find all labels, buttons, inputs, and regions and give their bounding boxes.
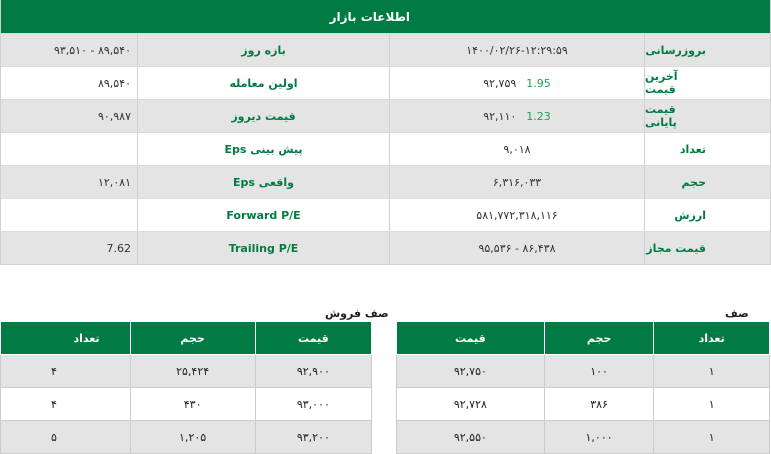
trailing-pe-value: 7.62 (106, 241, 131, 255)
sell-queue-header-row (1, 322, 372, 355)
info-row (1, 231, 770, 264)
forward-pe-label: Forward P/E (137, 199, 389, 231)
buy-count-cell: ۱ (654, 388, 770, 421)
closing-price-value: ۹۲,۱۱۰ 1.23 (389, 100, 644, 132)
buy-price-cell: ۹۲,۷۵۰ (397, 355, 545, 388)
buy-count-cell: ۱ (654, 421, 770, 454)
closing-price-label: قیمت پایانی (644, 100, 770, 132)
buy-price-cell: ۹۲,۵۵۰ (397, 421, 545, 454)
sell-queue-table (0, 321, 372, 454)
info-row (1, 99, 770, 132)
last-price-value: ۹۲,۷۵۹ 1.95 (389, 67, 644, 99)
buy-volume-cell: ۳۸۶ (544, 388, 654, 421)
closing-price-change-percent: 1.23 (526, 109, 551, 123)
first-trade-label: اولین معامله (137, 67, 389, 99)
sell-count-header[interactable]: تعداد (1, 322, 131, 355)
sell-volume-cell: ۴۳۰ (130, 388, 255, 421)
forecast-eps-label: Eps پیش بینی (137, 133, 389, 165)
info-row (1, 66, 770, 99)
buy-queue-title: صف (725, 307, 749, 320)
table-row[interactable] (1, 421, 372, 454)
forecast-eps-value (1, 133, 137, 165)
volume-value: ۶,۳۱۶,۰۳۳ (389, 166, 644, 198)
sell-price-cell: ۹۳,۰۰۰ (255, 388, 371, 421)
table-row[interactable] (397, 388, 770, 421)
sell-price-cell: ۹۳,۲۰۰ (255, 421, 371, 454)
sell-volume-header[interactable]: حجم (130, 322, 255, 355)
market-info-header (1, 0, 770, 33)
allowed-price-label: قیمت مجاز (644, 232, 770, 264)
trade-value-label: ارزش (644, 199, 770, 231)
update-time-value: ۱۴۰۰/۰۲/۲۶-۱۲:۲۹:۵۹ (389, 34, 644, 66)
trailing-pe-label: Trailing P/E (137, 232, 389, 264)
market-info-title: اطلاعات بازار (329, 9, 410, 24)
first-trade-value: ۸۹,۵۴۰ (97, 76, 131, 90)
last-price-change-percent: 1.95 (526, 76, 551, 90)
info-row (1, 165, 770, 198)
buy-count-cell: ۱ (654, 355, 770, 388)
sell-volume-cell: ۱,۲۰۵ (130, 421, 255, 454)
sell-queue-title: صف فروش (325, 307, 389, 320)
trade-count-value: ۹,۰۱۸ (389, 133, 644, 165)
table-row[interactable] (1, 355, 372, 388)
info-row (1, 33, 770, 66)
sell-price-cell: ۹۲,۹۰۰ (255, 355, 371, 388)
volume-label: حجم (644, 166, 770, 198)
trade-value-value: ۵۸۱,۷۷۲,۳۱۸,۱۱۶ (389, 199, 644, 231)
sell-price-header[interactable]: قیمت (255, 322, 371, 355)
buy-count-header[interactable]: تعداد (654, 322, 770, 355)
table-row[interactable] (397, 355, 770, 388)
last-price-label: آخرین قیمت (644, 67, 770, 99)
info-row (1, 132, 770, 165)
actual-eps-value: ۱۲,۰۸۱ (97, 175, 131, 189)
buy-queue-table (396, 321, 770, 454)
buy-price-cell: ۹۲,۷۲۸ (397, 388, 545, 421)
sell-volume-cell: ۲۵,۴۲۴ (130, 355, 255, 388)
table-row[interactable] (1, 388, 372, 421)
day-range-label: بازه روز (137, 34, 389, 66)
sell-count-cell: ۴ (1, 388, 131, 421)
sell-count-cell: ۴ (1, 355, 131, 388)
allowed-price-value: ۹۵,۵۳۶ - ۸۶,۴۳۸ (389, 232, 644, 264)
buy-volume-cell: ۱,۰۰۰ (544, 421, 654, 454)
yesterday-price-label: قیمت دیروز (137, 100, 389, 132)
buy-price-header[interactable]: قیمت (397, 322, 545, 355)
day-range-value: ۹۳,۵۱۰ - ۸۹,۵۴۰ (53, 43, 131, 57)
actual-eps-label: Eps واقعی (137, 166, 389, 198)
table-row[interactable] (397, 421, 770, 454)
forward-pe-value (1, 199, 137, 231)
update-label: بروزرسانی (644, 34, 770, 66)
buy-queue-header-row (397, 322, 770, 355)
yesterday-price-value: ۹۰,۹۸۷ (97, 109, 131, 123)
trade-count-label: تعداد (644, 133, 770, 165)
sell-count-cell: ۵ (1, 421, 131, 454)
buy-volume-header[interactable]: حجم (544, 322, 654, 355)
buy-volume-cell: ۱۰۰ (544, 355, 654, 388)
info-row (1, 198, 770, 231)
